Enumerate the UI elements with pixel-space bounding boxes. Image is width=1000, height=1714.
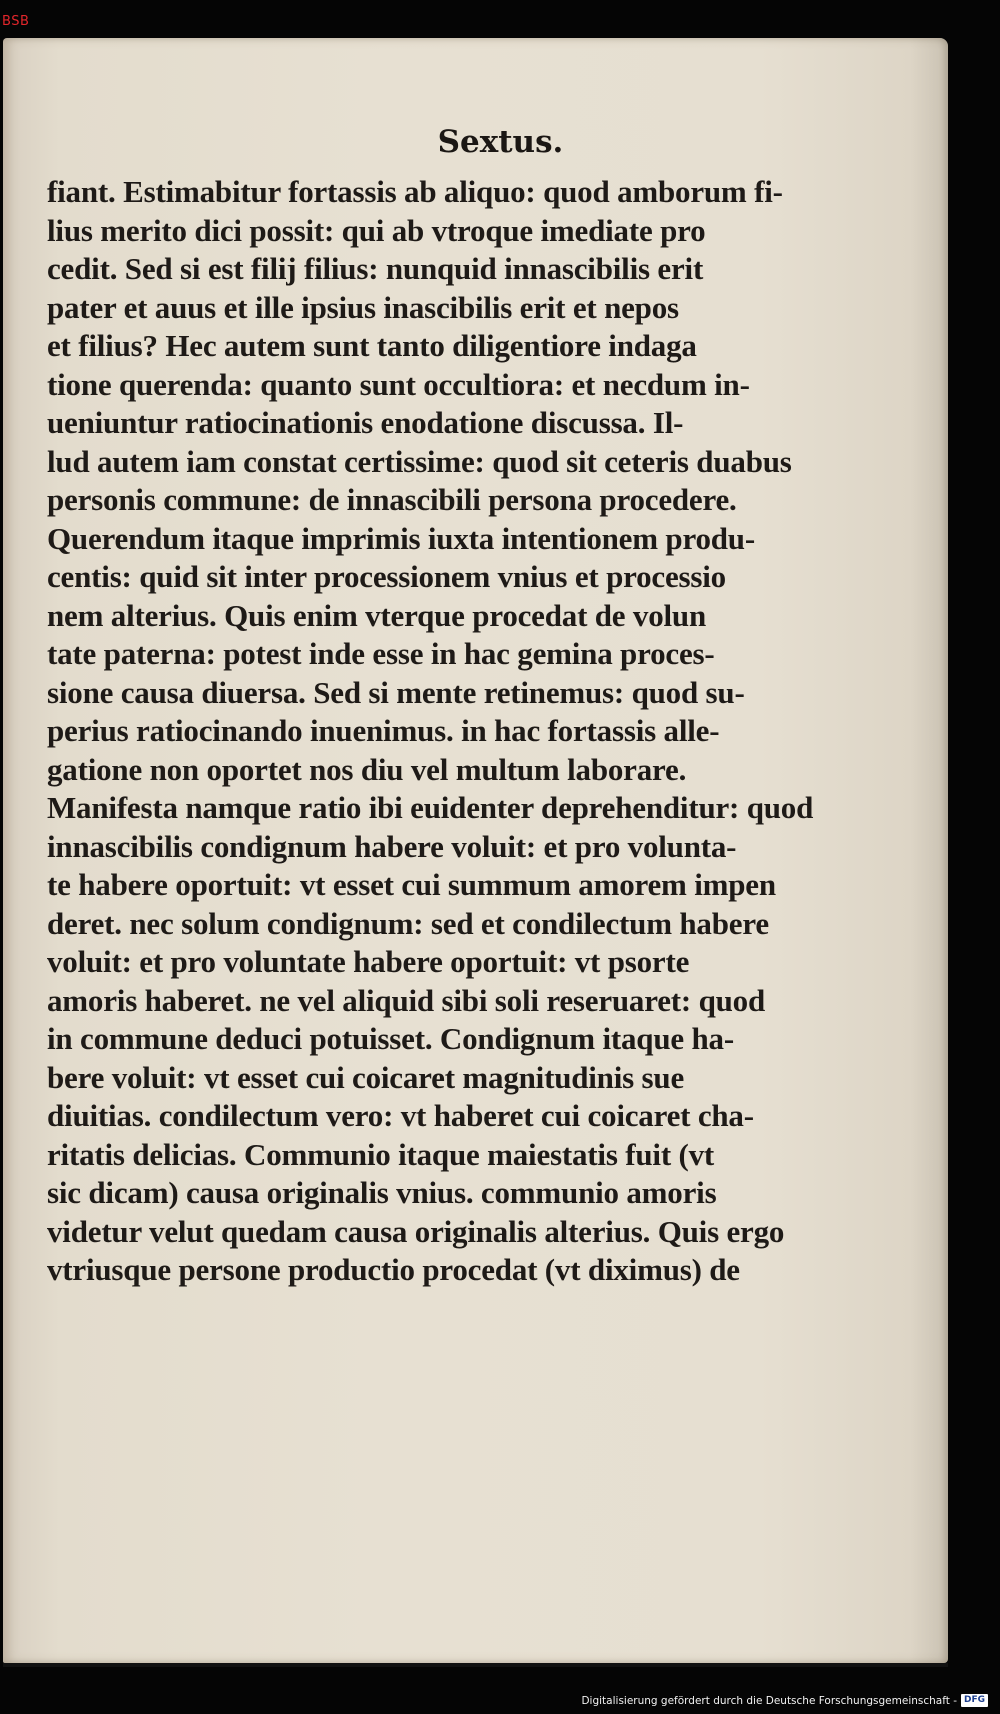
text-line: Querendum itaque imprimis iuxta intentionem produ-: [47, 520, 755, 556]
text-line: te habere oportuit: vt esset cui summum amorem impen: [47, 867, 776, 902]
text-line: tione querenda: quanto sunt occultiora: et necdum in-: [47, 366, 750, 402]
text-line: cedit. Sed si est filij filius: nunquid innascibilis erit: [47, 251, 704, 286]
text-block: [47, 173, 927, 1290]
text-line: fiant. Estimabitur fortassis ab aliquo: quod amborum fi-: [47, 174, 783, 209]
text-line: ritatis delicias. Communio itaque maiestatis fuit (vt: [47, 1136, 715, 1172]
text-line: centis: quid sit inter processionem vnius et processio: [47, 559, 726, 594]
text-line: sic dicam) causa originalis vnius. communio amoris: [47, 1175, 717, 1210]
text-line: diuitias. condilectum vero: vt haberet cui coicaret cha-: [47, 1098, 754, 1133]
text-line: in commune deduci potuisset. Condignum itaque ha-: [47, 1021, 734, 1056]
text-line: ueniuntur ratiocinationis enodatione discussa. Il-: [47, 405, 684, 440]
text-line: Manifesta namque ratio ibi euidenter deprehenditur: quod: [47, 790, 814, 825]
book-page: [3, 38, 948, 1663]
text-line: nem alterius. Quis enim vterque procedat de volun: [47, 597, 707, 633]
text-line: videtur velut quedam causa originalis alterius. Quis ergo: [47, 1213, 785, 1249]
text-line: amoris haberet. ne vel aliquid sibi soli reseruaret: quod: [47, 982, 765, 1018]
footer-text: Digitalisierung gefördert durch die Deutsche Forschungsgemeinschaft -: [581, 1694, 957, 1707]
text-line: gatione non oportet nos diu vel multum laborare.: [47, 751, 687, 787]
text-line: bere voluit: vt esset cui coicaret magnitudinis sue: [47, 1059, 685, 1095]
text-line: lud autem iam constat certissime: quod sit ceteris duabus: [47, 443, 792, 479]
text-line: sione causa diuersa. Sed si mente retinemus: quod su-: [47, 674, 745, 710]
text-line: tate paterna: potest inde esse in hac gemina proces-: [47, 636, 715, 671]
text-line: pater et auus et ille ipsius inascibilis erit et nepos: [47, 289, 679, 325]
text-line: lius merito dici possit: qui ab vtroque imediate pro: [47, 212, 706, 248]
text-line: voluit: et pro voluntate habere oportuit: vt psorte: [47, 944, 690, 979]
text-line: perius ratiocinando inuenimus. in hac fortassis alle-: [47, 713, 720, 748]
text-line: deret. nec solum condignum: sed et condilectum habere: [47, 905, 769, 941]
running-head: Sextus.: [437, 124, 564, 160]
digitization-footer: [581, 1694, 988, 1707]
text-line: vtriusque persone productio procedat (vt diximus) de: [47, 1252, 740, 1287]
dfg-logo-icon: DFG: [961, 1694, 988, 1707]
text-line: innascibilis condignum habere voluit: et pro volunta-: [47, 828, 737, 864]
text-line: et filius? Hec autem sunt tanto diligentiore indaga: [47, 328, 697, 363]
bsb-watermark: BSB: [2, 14, 30, 29]
text-line: personis commune: de innascibili persona procedere.: [47, 482, 737, 517]
page-edge-shadow: [3, 1663, 948, 1667]
